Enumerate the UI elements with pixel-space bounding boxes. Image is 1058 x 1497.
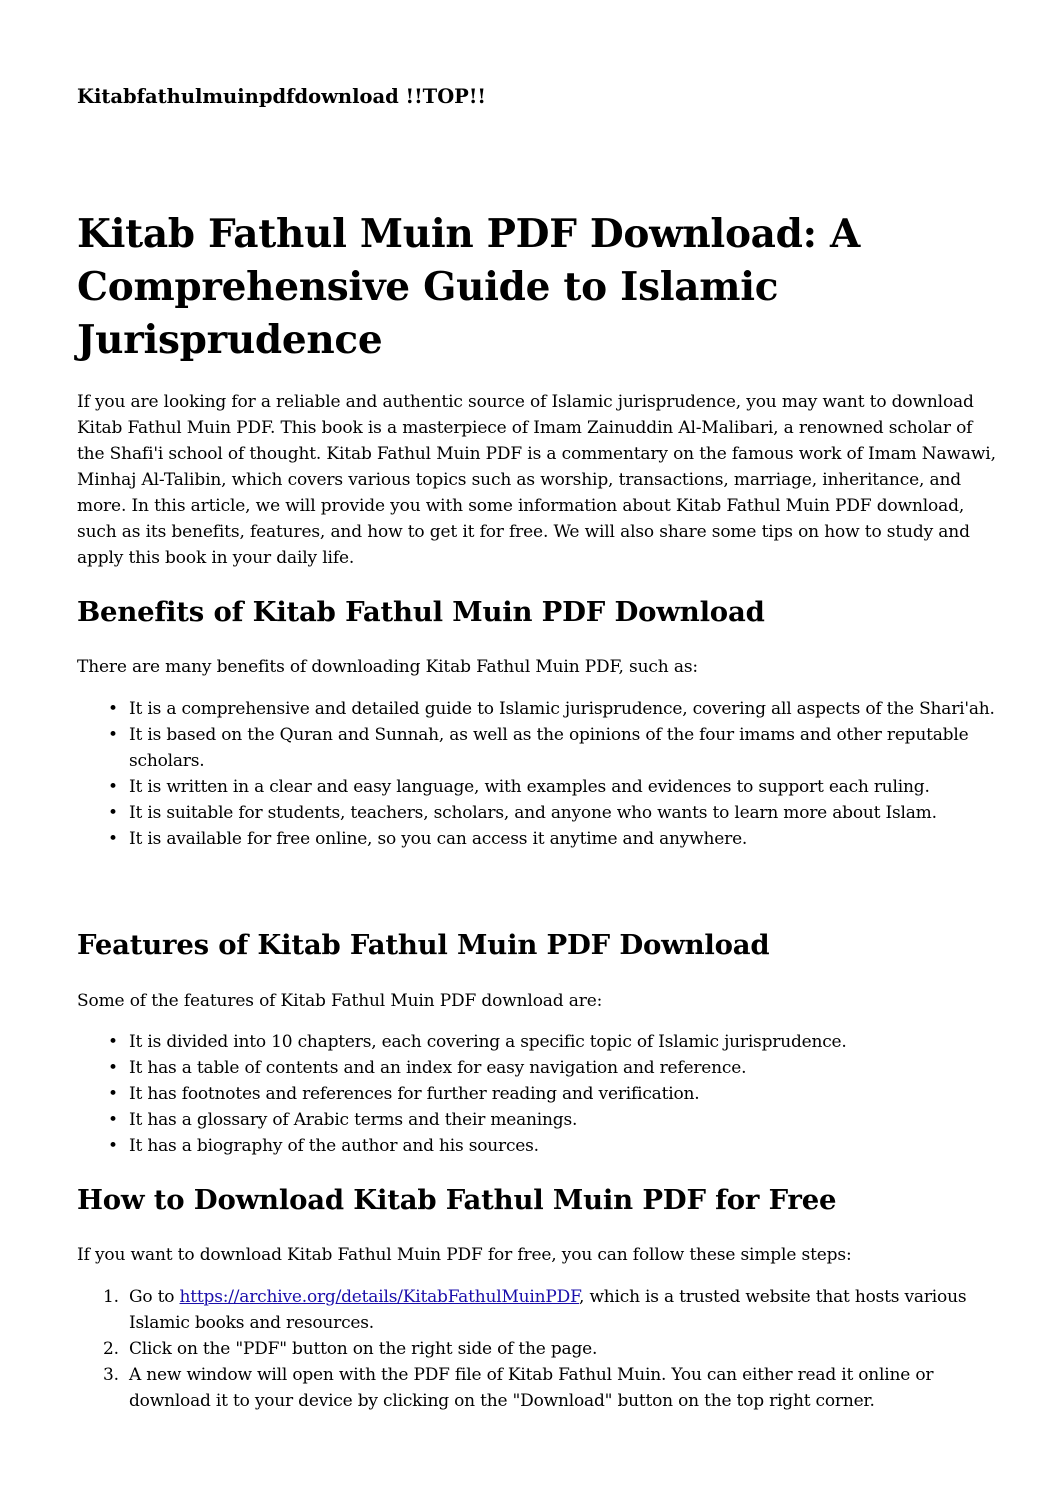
intro-paragraph: If you are looking for a reliable and authentic source of Islamic jurisprudence, you may want to download Kitab Fathul Muin PDF. This book is a masterpiece of Imam Zainuddin Al-Malibari, a renowned scholar of the Shafi'i school of thought. Kitab Fathul Muin PDF is a commentary on the famous work of Imam Nawawi, Minhaj Al-Talibin, which covers various topics such as worship, transactions, marriage, inheritance, and more. In this article, we will provide you with some information about Kitab Fathul Muin PDF download, such as its benefits, features, and how to get it for free. We will also share some tips on how to study and apply this book in your daily life. [77,392,996,568]
benefits-lead: There are many benefits of downloading Kitab Fathul Muin PDF, such as: [77,657,698,677]
document-top-title: Kitabfathulmuinpdfdownload !!TOP!! [77,85,486,108]
list-item: • It has a glossary of Arabic terms and their meanings. [77,1107,997,1133]
features-list [77,1029,997,1159]
article-title: Kitab Fathul Muin PDF Download: A Comprehensive Guide to Islamic Jurisprudence [77,211,860,363]
list-item: • It has a table of contents and an index for easy navigation and reference. [77,1055,997,1081]
list-item: • It is written in a clear and easy language, with examples and evidences to support each ruling. [77,774,997,800]
list-item: • It has a biography of the author and his sources. [77,1133,997,1159]
benefits-list [77,696,997,852]
step-text: Click on the "PDF" button on the right side of the page. [129,1339,598,1359]
benefits-heading: Benefits of Kitab Fathul Muin PDF Download [77,596,765,628]
list-item: • It is based on the Quran and Sunnah, as well as the opinions of the four imams and other reputable scholars. [77,722,997,774]
list-item: • It has footnotes and references for further reading and verification. [77,1081,997,1107]
step-number: 2. [103,1339,119,1359]
features-lead: Some of the features of Kitab Fathul Muin PDF download are: [77,991,603,1011]
list-item: • It is available for free online, so you can access it anytime and anywhere. [77,826,997,852]
list-item: • It is divided into 10 chapters, each covering a specific topic of Islamic jurisprudence. [77,1029,997,1055]
step-text-suffix: , which is a trusted website that hosts various Islamic books and resources. [129,1287,967,1333]
step-item [77,1284,997,1336]
step-text-prefix: Go to [129,1287,180,1307]
step-number: 3. [103,1365,119,1385]
step-text: A new window will open with the PDF file of Kitab Fathul Muin. You can either read it online or download it to your device by clicking on the "Download" button on the top right corner. [129,1365,934,1411]
archive-link[interactable]: https://archive.org/details/KitabFathulMuinPDF [179,1287,580,1307]
download-heading: How to Download Kitab Fathul Muin PDF for Free [77,1184,837,1216]
download-steps-list [77,1284,997,1414]
step-number: 1. [103,1287,119,1307]
step-item [77,1336,997,1362]
step-item [77,1362,997,1414]
features-heading: Features of Kitab Fathul Muin PDF Download [77,929,770,961]
download-lead: If you want to download Kitab Fathul Muin PDF for free, you can follow these simple steps: [77,1245,852,1265]
list-item: • It is a comprehensive and detailed guide to Islamic jurisprudence, covering all aspects of the Shari'ah. [77,696,997,722]
list-item: • It is suitable for students, teachers, scholars, and anyone who wants to learn more about Islam. [77,800,997,826]
